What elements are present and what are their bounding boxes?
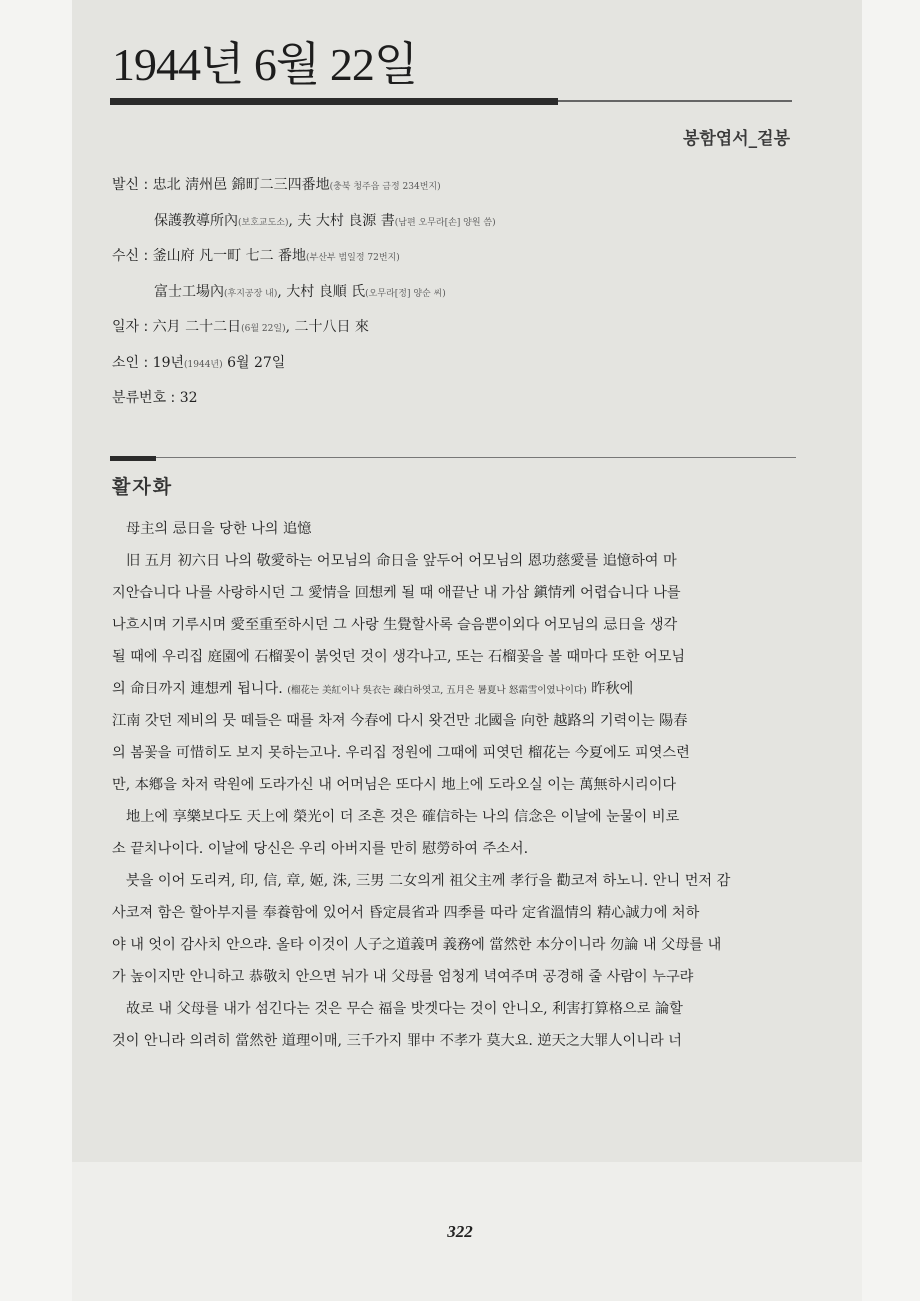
text-line: 나흐시며 기루시며 愛至重至하시던 그 사랑 生覺할사록 슬음뿐이외다 어모님의 忌日을 생각 — [112, 617, 678, 633]
text-line: 소 끝치나이다. 이날에 당신은 우리 아버지를 만히 慰勞하여 주소서. — [112, 841, 529, 857]
text-line: 故로 내 父母를 내가 섬긴다는 것은 무슨 福을 밧겟다는 것이 안니오, 利害打算格으로 論할 — [126, 1001, 683, 1017]
text-segment: 昨秋에 — [586, 681, 634, 697]
text-line: 의 봄꽃을 可惜히도 보지 못하는고나. 우리집 정원에 그때에 피엿던 榴花는 今夏에도 피엿스련 — [112, 745, 690, 761]
inline-note: (榴花는 美紅이나 吳衣는 疎白하엿고, 五月은 暑夏나 怒霜雪이였나이다) — [287, 685, 587, 696]
postmark-date: 6월 27일 — [222, 354, 286, 371]
section-rule-thin — [156, 457, 796, 458]
text-line: 地上에 享樂보다도 天上에 榮光이 더 조흔 것은 確信하는 나의 信念은 이날에 눈물이 비로 — [126, 809, 680, 825]
text-line: 지안습니다 나를 사랑하시던 그 愛情을 回想케 될 때 애끝난 내 가삼 鎭情케 어렵습니다 나를 — [112, 585, 681, 601]
recipient-row — [112, 247, 792, 283]
sender-name-note: (남편 오무라[손] 양원 씀) — [394, 217, 496, 228]
page-title: 1944년 6월 22일 — [112, 39, 418, 90]
sender-row-2 — [112, 212, 792, 248]
sender-name: , 夫 大村 良源 書 — [288, 212, 395, 229]
text-line — [112, 673, 800, 705]
sender-institution: 保護教導所內 — [154, 212, 238, 229]
recipient-row-2 — [112, 283, 792, 319]
title-rule-thick — [110, 98, 558, 105]
postmark-label: 소인 : — [112, 354, 153, 371]
title-rule-thin — [558, 100, 792, 102]
sender-address: 忠北 淸州邑 錦町二三四番地 — [152, 177, 330, 193]
sender-address-note: (충북 청주읍 금정 234번지) — [329, 182, 441, 192]
text-line: 旧 五月 初六日 나의 敬愛하는 어모님의 命日을 앞두어 어모님의 恩功慈愛를 追憶하여 마 — [126, 553, 677, 569]
subtitle: 봉함엽서_겉봉 — [682, 129, 790, 149]
date-row — [112, 318, 792, 354]
metadata-block — [112, 176, 792, 425]
recipient-name-note: (오무라[정] 양순 씨) — [365, 288, 446, 299]
recipient-factory: 富士工場內 — [154, 283, 224, 300]
text-line: 야 내 엇이 감사치 안으랴. 올타 이것이 人子之道義며 義務에 當然한 本分이니라 勿論 내 父母를 내 — [112, 937, 722, 953]
letter-heading: 母主의 忌日을 당한 나의 追憶 — [126, 521, 312, 537]
text-segment: 의 命日까지 連想케 됩니다. — [112, 681, 288, 697]
recipient-factory-note: (후지공장 내) — [224, 288, 278, 299]
date-received: , 二十八日 來 — [285, 319, 369, 335]
date-note: (6월 22일) — [241, 324, 286, 334]
date-label: 일자 : — [112, 319, 153, 335]
sender-institution-note: (보호교도소) — [238, 217, 289, 228]
text-line: 것이 안니라 의려히 當然한 道理이매, 三千가지 罪中 不孝가 莫大요. 逆天之大罪人이니라 너 — [112, 1033, 682, 1049]
page-number: 322 — [447, 1222, 473, 1241]
date-value: 六月 二十二日 — [152, 319, 242, 335]
recipient-address-note: (부산부 범일정 72번지) — [306, 253, 400, 263]
sender-label: 발신 : — [112, 177, 153, 193]
sender-row — [112, 176, 792, 212]
transcription-body — [112, 513, 800, 1057]
recipient-address: 釜山府 凡一町 七二 番地 — [152, 248, 307, 264]
text-line: 만, 本鄕을 차저 락원에 도라가신 내 어머님은 또다시 地上에 도라오실 이는 萬無하시리이다 — [112, 777, 677, 793]
classification-label: 분류번호 : — [112, 390, 180, 406]
text-line: 가 높이지만 안니하고 恭敬치 안으면 뉘가 내 父母를 엄청게 녁여주며 공경해 줄 사람이 누구랴 — [112, 969, 694, 985]
text-line: 될 때에 우리집 庭園에 石榴꽃이 붉엇던 것이 생각나고, 또는 石榴꽃을 볼 때마다 또한 어모님 — [112, 649, 686, 665]
postmark-value: 19년 — [152, 354, 185, 371]
text-line: 붓을 이어 도리켜, 印, 信, 章, 姬, 洙, 三男 二女의게 祖父主께 孝行을 勸코져 하노니. 안니 먼저 감 — [126, 873, 731, 889]
text-line: 江南 갓던 제비의 뭇 떼들은 때를 차져 今春에 다시 왓건만 北國을 向한 越路의 기력이는 陽春 — [112, 713, 688, 729]
section-rule-thick — [110, 456, 156, 461]
postmark-note: (1944년) — [184, 359, 223, 370]
text-line: 사코져 함은 할아부지를 奉養함에 있어서 昏定晨省과 四季를 따라 定省溫情의 精心誠力에 처하 — [112, 905, 700, 921]
section-title: 활자화 — [112, 476, 174, 498]
recipient-label: 수신 : — [112, 248, 153, 264]
classification-value: 32 — [179, 390, 198, 406]
postmark-row — [112, 354, 792, 390]
classification-row — [112, 389, 792, 425]
recipient-name: , 大村 良順 氏 — [277, 283, 366, 300]
